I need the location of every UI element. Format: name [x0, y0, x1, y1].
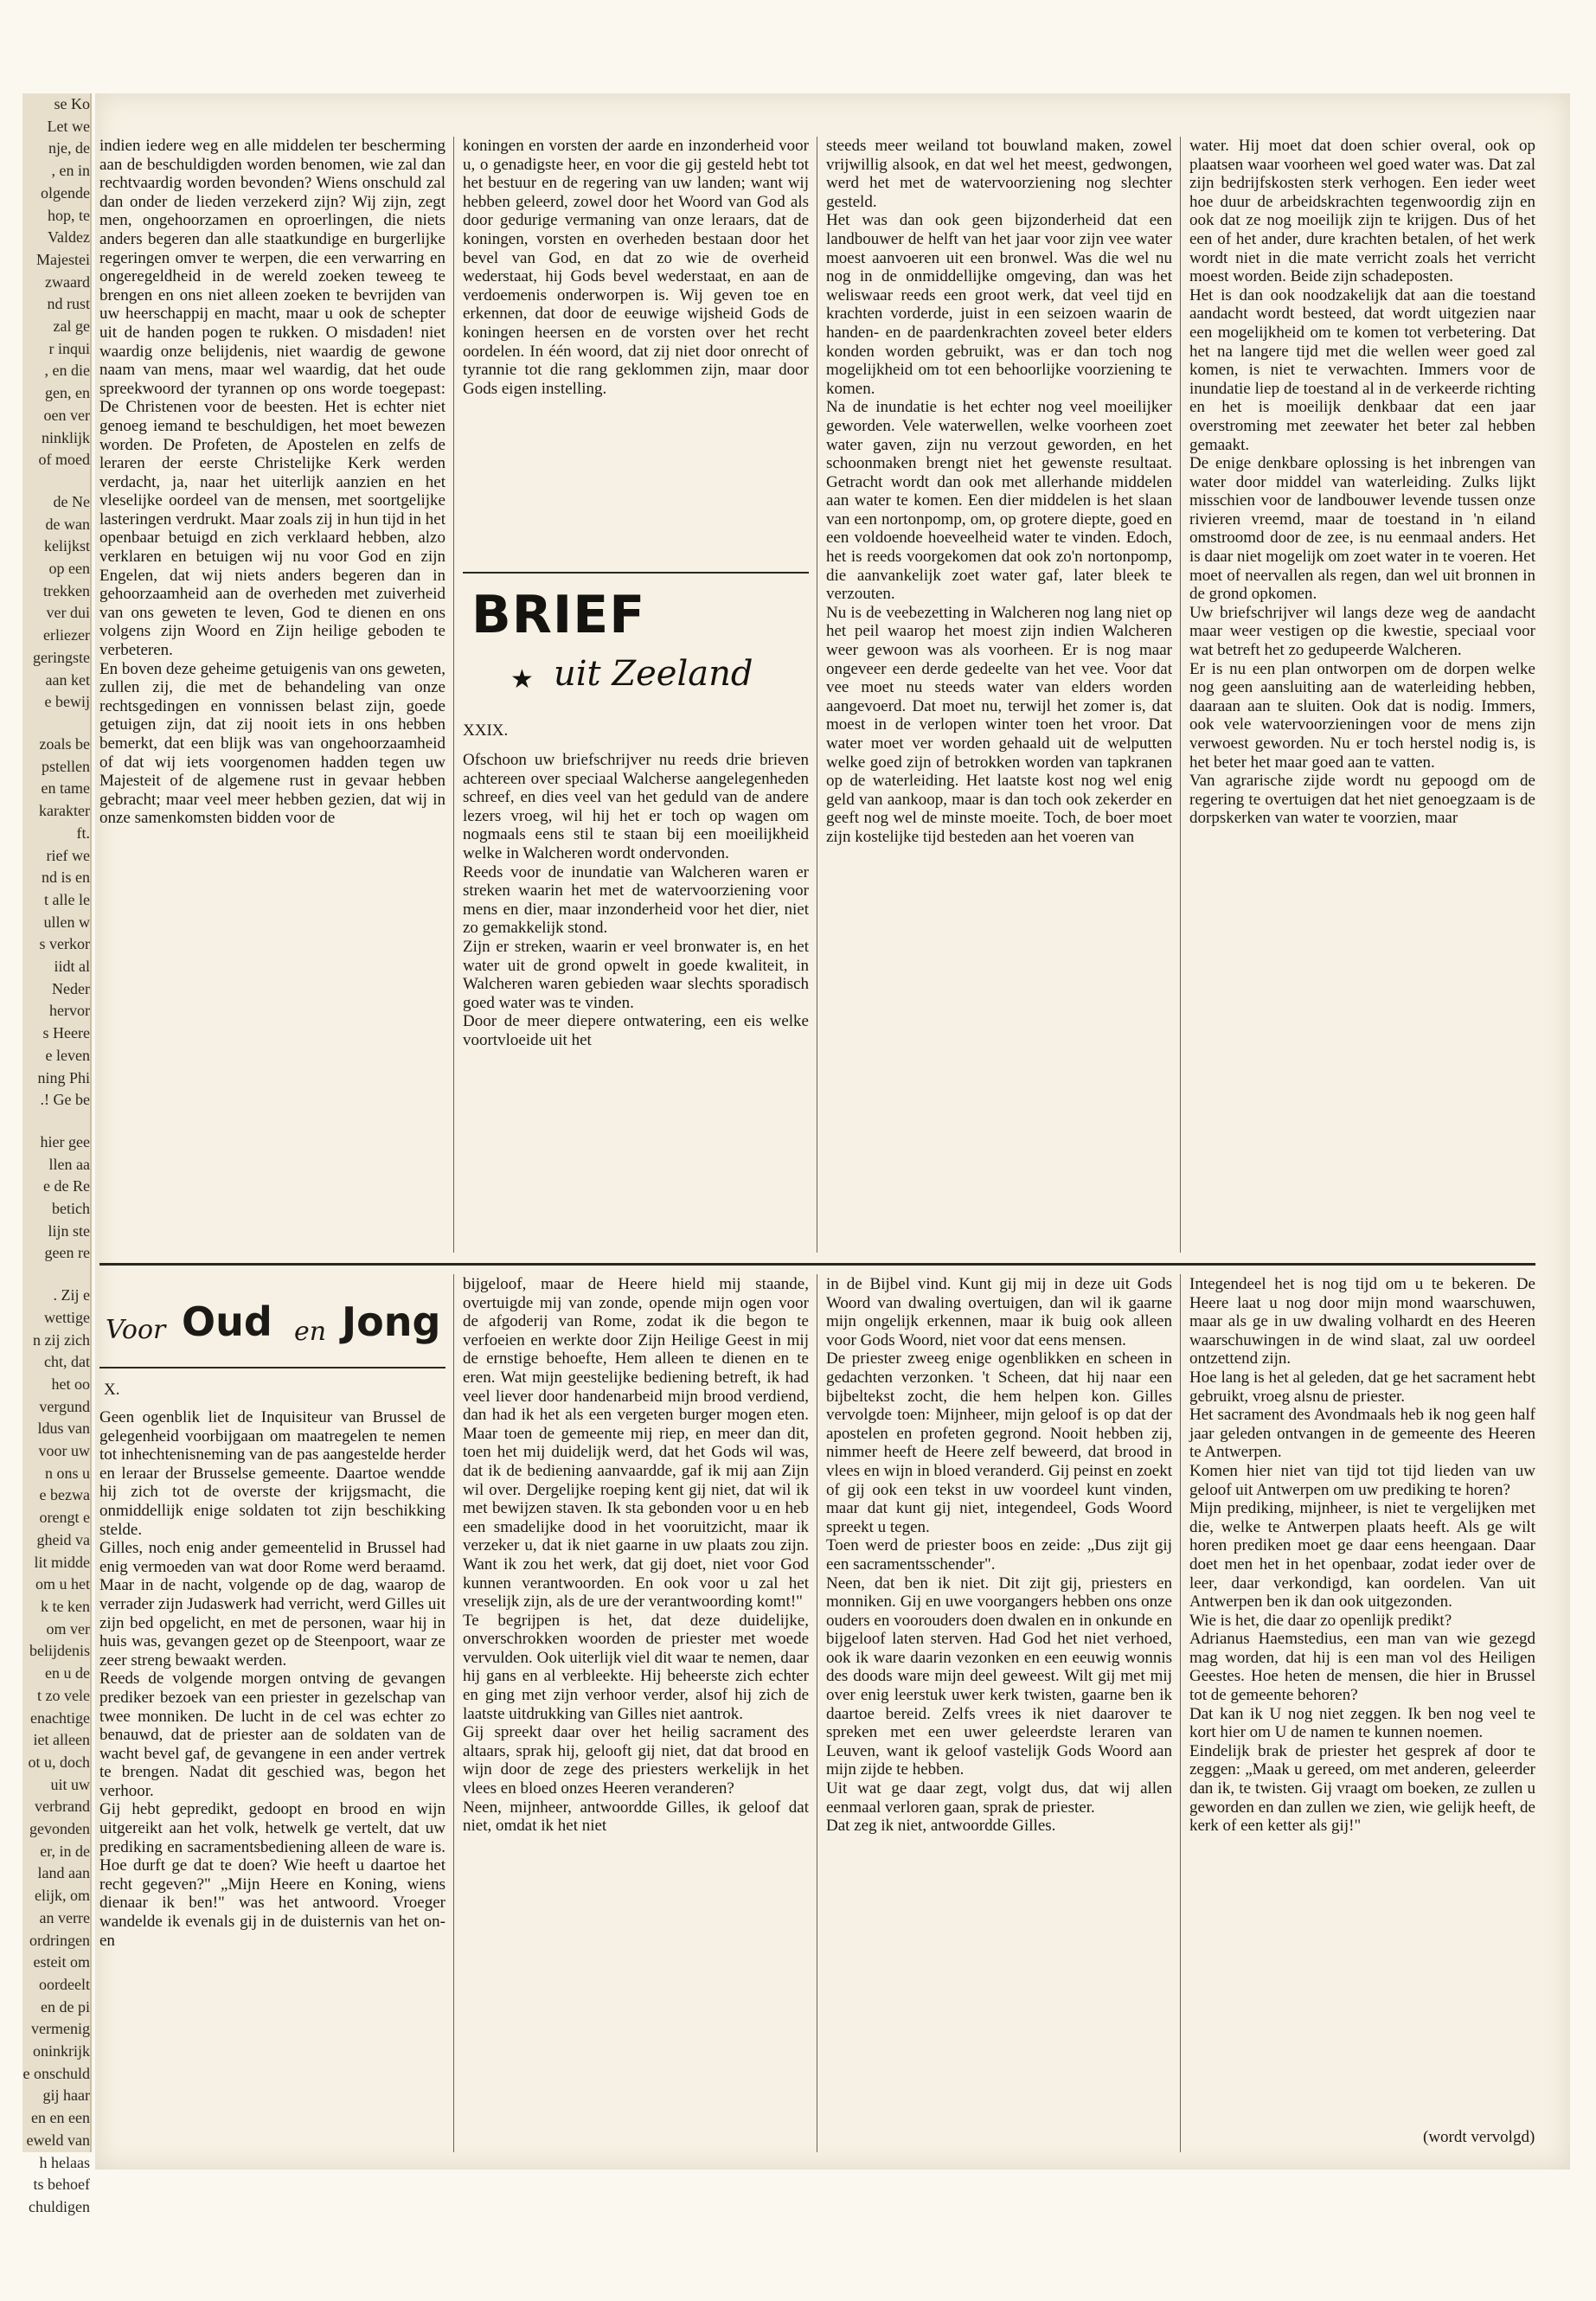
left-fragment-line: e bezwa	[39, 1486, 90, 1504]
left-fragment-line: esteit om	[33, 1953, 90, 1971]
column-divider	[1180, 137, 1181, 1253]
left-fragment-line: ldus van	[37, 1420, 90, 1438]
oj-col1-text: Geen ogenblik liet de Inquisiteur van Brussel de gelegenheid voorbijgaan om maatregelen te nemen tot inhechtenisneming van de pas aangestelde herder en leraar der Brusselse gemeente. Daartoe wendde hij zich tot de overste der krijgsmacht, die onmiddellijk enige soldaten tot zijn beschikking stelde.	[99, 1408, 445, 1539]
left-fragment-line: se Ko	[54, 95, 90, 112]
oj-col2-text: bijgeloof, maar de Heere hield mij staande, overtuigde mij van zonde, opende mijn ogen voor de afgoderij van Rome, zodat ik die begon te verfoeien en werkte door Zijn Heilige Geest in mij de ernstige behoefte, Hem alleen te dienen en te eren. Wat mijn geestelijke bediening betreft, ik had veel liever door handenarbeid mijn brood verdiend, dan had ik het als een vergeten burger mogen eten. Maar toen de gemeente mij riep, en meer dan dit, toen het mij duidelijk werd, dat het Gods wil was, dat ik de bediening aanvaardde, gaf ik mij aan Zijn wil over. Dergelijke roeping kent gij niet, dat wil ik met bewijzen staven. Ik sta gebonden voor u en heb een smadelijke dood in het vooruitzicht, maar ik verzeker u, dat ik niet gaarne in uw plaats zou zijn. Want ik zou het werk, dat gij doet, niet voor God kunnen verantwoorden. En ook voor u zal het vreselijk zijn, als de ure der verantwoording komt!"	[463, 1275, 809, 1612]
oj-col4i-text: Eindelijk brak de priester het gesprek af door te zeggen: „Maak u gereed, om met anderen, geleerder dan ik, te twisten. Gij vraagt om boeken, ze zullen u geworden en dan zullen we zien, wie gelijk heeft, de kerk of een ketter als gij!"	[1189, 1741, 1535, 1836]
left-fragment-line: e leven	[45, 1046, 90, 1064]
left-fragment-line: hier gee	[40, 1132, 90, 1150]
left-fragment-line: wettige	[44, 1308, 90, 1326]
left-fragment-line: lit midde	[34, 1553, 90, 1571]
left-fragment-line: gevonden	[29, 1820, 90, 1838]
brief-number: XXIX.	[463, 721, 509, 740]
left-fragment-line: ft.	[76, 824, 90, 842]
fragment-gap	[22, 1265, 90, 1285]
left-fragment-line: eweld van	[26, 2131, 90, 2149]
oj-col1d-text: Gij hebt gepredikt, gedoopt en brood en wijn uitgereikt aan het volk, hetwelk ge vertelt, dat uw prediking en sacramentsbediening alleen de ware is. Hoe durft ge dat te doen? Wie heeft u daartoe het recht gegeven?" „Mijn Heere en Koning, wiens dienaar ik ben!" was het antwoord. Vroeger wandelde ik evenals gij in de duisternis van het on- en	[99, 1800, 445, 1950]
oj-col3d-text: Neen, dat ben ik niet. Dit zijt gij, priesters en monniken. Gij en uwe voorgangers hebben ons onze ouders en voorouders doen dwalen en in onkunde en bijgeloof laten sterven. Had God het niet verhoed, ook ik ware daarin vezonken en een eeuwig wonnis des doods ware mijn deel geweest. Wilt gij met mij over enig leerstuk uwer kerk twisten, gaarne ben ik daartoe bereid. Zelfs vrees ik niet daarover te spreken met een uwer geleerdste leraren van Leuven, want ik geloof vastelijk Gods Woord aan mijn zijde te hebben.	[826, 1574, 1172, 1779]
left-fragment-line: e bewij	[44, 693, 90, 711]
left-fragment-line: zoals be	[39, 734, 90, 753]
left-fragment-line: gij haar	[42, 2086, 90, 2105]
column-divider	[1180, 1274, 1181, 2152]
left-fragment-line: gen, en	[45, 384, 90, 402]
brief-column-4	[1189, 137, 1535, 1253]
brief-subtitle: uit Zeeland	[554, 654, 753, 694]
left-fragment-line: de Ne	[53, 492, 90, 510]
oj-col4e-text: Mijn prediking, mijnheer, is niet te vergelijken met die, welke te Antwerpen plaats heeft. Als ge wilt horen prediken moet ge daar eens heengaan. Daar doet men het in het openbaar, zodat ieder over de leer, daar verkondigd, kan oordelen. Van uit Antwerpen ben ik dan ook uitgezonden.	[1189, 1499, 1535, 1612]
left-fragment-line: om u het	[35, 1575, 90, 1593]
left-fragment-line: Neder	[52, 979, 90, 997]
left-fragment-line: .! Ge be	[40, 1091, 90, 1109]
adjacent-page-strip	[22, 93, 92, 2215]
left-fragment-line: het oo	[51, 1375, 90, 1393]
left-fragment-line: nje, de	[48, 139, 90, 157]
brief-col3d-text: Nu is de veebezetting in Walcheren nog lang niet op het peil waarop het moest zijn indien Walcheren weer gewoon was als voorheen. Er is nog maar ongeveer een derde gedeelte van het vee. Voor dat vee moet nu steeds water van elders worden aangevoerd. Dat moet nu, terwijl het zomer is, dat moest in de verlopen winter toen het vroor. Dat water moet ver worden gehaald uit de welputten welke goed zijn of betrokken worden van tapkranen op de waterleiding. Het laatste kost nog wel enig geld van aankoop, maar is dan toch ook zekerder en geeft nog wel de minste moeite. Toch, de boer moet zijn kostelijke tijd besteden aan het voeren van	[826, 603, 1172, 846]
brief-column-2-top	[463, 137, 809, 565]
left-fragment-line: , en in	[51, 162, 90, 180]
brief-title: BRIEF	[471, 585, 646, 645]
column-divider	[453, 1274, 454, 2152]
left-fragment-line: rief we	[46, 846, 90, 864]
left-fragment-line: s verkor	[39, 935, 90, 953]
left-fragment-line: vergund	[39, 1397, 90, 1415]
oud-jong-oud: Oud	[182, 1298, 272, 1345]
fragment-gap	[22, 714, 90, 734]
left-fragment-line: n ons u	[44, 1464, 90, 1482]
left-fragment-line: kelijkst	[44, 537, 90, 555]
left-fragment-line: ts behoef	[33, 2176, 90, 2194]
left-fragment-line: pstellen	[42, 757, 90, 775]
left-fragment-line: nd rust	[47, 295, 90, 313]
left-fragment-line: Let we	[47, 117, 90, 135]
fragment-gap	[22, 471, 90, 491]
brief-col3-text: steeds meer weiland tot bouwland maken, zowel vrijwillig alsook, en dat wel het meest, gedwongen, werd het met de watervoorziening nog slechter gesteld.	[826, 137, 1172, 211]
brief-col4e-text: Er is nu een plan ontworpen om de dorpen welke nog geen aansluiting aan de waterleiding hebben, daaraan aan te sluiten. Ook dat is nodig. Immers, ook vele watervoorzieningen voor de mens zijn verwoest geworden. Nu er toch herstel nodig is, is het beter het maar goed aan te vatten.	[1189, 659, 1535, 772]
brief-col4c-text: De enige denkbare oplossing is het inbrengen van water door middel van waterleiding. Zulks lijkt misschien voor de landbouwer levende tussen onze rivieren vreemd, maar de toestand in 'n eiland omstroomd door de zee, is nu eenmaal anders. Het is daar niet mogelijk om zoet water in te voeren. Het moet of neervallen als regen, dan wel uit bronnen in de grond opkomen.	[1189, 454, 1535, 604]
left-fragment-line: geringste	[33, 648, 90, 666]
oj-col3f-text: Dat zeg ik niet, antwoordde Gilles.	[826, 1817, 1056, 1836]
brief-col4b-text: Het is dan ook noodzakelijk dat aan die toestand aandacht wordt besteed, dat wordt uitgezien naar een mogelijkheid om te komen tot verbetering. Dat het na langere tijd met die wellen weer goed zal komen, is niet te verwachten. Immers voor de inundatie liep de toestand al in de verkeerde richting en het is moeilijk denkbaar dat een jaar overstroming met zeewater het beter zal hebben gemaakt.	[1189, 285, 1535, 454]
oj-col4g-text: Adrianus Haemstedius, een man van wie gezegd mag worden, dat hij is een man vol des Heiligen Geestes. Hoe heten de mensen, die hier in Brussel tot de gemeente behoren?	[1189, 1630, 1535, 1705]
star-icon: ★	[510, 664, 534, 695]
left-fragment-line: ver dui	[46, 604, 90, 622]
left-fragment-line: oen ver	[43, 406, 90, 424]
left-fragment-line: chuldigen	[29, 2197, 90, 2215]
left-fragment-line: er, in de	[40, 1842, 90, 1860]
oj-col1c-text: Reeds de volgende morgen ontving de gevangen prediker bezoek van een priester in gezelschap van twee monniken. De lucht in de cel was echter zo benauwd, dat de priester aan de soldaten van de wacht bevel gaf, de gevangene in een ander vertrek te brengen. Nadat dit geschied was, begon het verhoor.	[99, 1670, 445, 1800]
left-fragment-line: zal ge	[53, 317, 90, 336]
oj-col4h-text: Dat kan ik U nog niet zeggen. Ik ben nog veel te kort hier om U de namen te kunnen noemen.	[1189, 1704, 1535, 1742]
left-fragment-line: de wan	[45, 515, 90, 533]
left-fragment-line: olgende	[41, 183, 90, 202]
brief-col1b-text: En boven deze geheime getuigenis van ons geweten, zullen zij, die met de behandeling van onze rechtsgedingen en vonnissen belast zijn, goede getuigen zijn, dat zij nooit iets in ons hebben bemerkt, dat een blijk was van ongehoorzaamheid of dat wij iets voorgenomen hadden tegen uw Majesteit of de algemene rust in gevaar hebben gebracht; maar veel meer hebben gezien, dat wij in onze samenkomsten bidden voor de	[99, 659, 445, 828]
left-fragment-line: Majestei	[36, 250, 90, 268]
left-fragment-line: lijn ste	[48, 1221, 90, 1240]
left-fragment-line: voor uw	[38, 1442, 90, 1460]
left-fragment-line: hervor	[49, 1002, 90, 1020]
left-fragment-line: gheid va	[36, 1530, 90, 1548]
brief-col2b-text: Ofschoon uw briefschrijver nu reeds drie brieven achtereen over speciaal Walcherse aangelegenheden schreef, en dies veel van het geduld van de andere lezers vroeg, wil hij het er toch op wagen om nogmaals eens stil te staan bij een moeilijkheid welke in Walcheren wordt ondervonden.	[463, 751, 809, 862]
fragment-gap	[22, 1112, 90, 1131]
oud-jong-column-3	[826, 1275, 1172, 2152]
left-fragment-line: e de Re	[43, 1177, 90, 1195]
brief-col2-text: koningen en vorsten der aarde en inzonderheid voor u, o genadigste heer, en voor die gij gesteld hebt tot het bestuur en de regering van uw landen; want wij hebben geleerd, zowel door het Woord van God als door gedurige vermaning van onze leraars, dat de koningen, vorsten en overheden bestaan door het bevel van God, en dat zo wie de overheid wederstaat, hij Gods bevel wederstaat, en aan de verdoemenis onderworpen is. Wij geven toe en erkennen, dat door de eeuwige wijsheid Gods de koningen heersen en de vorsten over het recht oordelen. In één woord, dat zij niet door onrecht of tyrannie tot die rang geklommen zijn, maar door Gods eigen instelling.	[463, 137, 809, 398]
left-fragment-line: en tame	[41, 779, 90, 798]
oj-col2b-text: Te begrijpen is het, dat deze duidelijke, onverschrokken woorden de priester met woede vervulden. Ook uiterlijk viel dit waar te nemen, daar hij gans en al verbleekte. Hij beheerste zich echter en ging met zijn verhoor verder, alsof hij zich de laatste uitdrukking van Gilles niet aantrok.	[463, 1611, 809, 1723]
left-fragment-line: en en een	[31, 2109, 90, 2127]
left-fragment-line: karakter	[39, 802, 90, 820]
left-fragment-line: op een	[48, 560, 90, 578]
left-fragment-line: elijk, om	[35, 1887, 90, 1905]
oj-col2d-text: Neen, mijnheer, antwoordde Gilles, ik geloof dat niet, omdat ik het niet	[463, 1798, 809, 1836]
left-fragment-line: en u de	[45, 1664, 90, 1682]
left-fragment-line: nd is en	[42, 868, 90, 887]
oud-jong-column-4	[1189, 1275, 1535, 2123]
left-fragment-line: . Zij e	[53, 1286, 90, 1304]
left-fragment-line: orengt e	[39, 1509, 90, 1527]
column-divider	[453, 137, 454, 1253]
oj-col4-text: Integendeel het is nog tijd om u te bekeren. De Heere laat u nog door mijn mond waarschuwen, maar als ge in uw dwaling volhardt en des Heeren waarschuwingen in de wind slaat, zal uw oordeel ontzettend zijn.	[1189, 1275, 1535, 1368]
left-fragment-line: uit uw	[50, 1775, 90, 1793]
left-fragment-line: hop, te	[48, 206, 90, 224]
left-fragment-line: enachtige	[30, 1708, 90, 1727]
left-fragment-line: oordeelt	[39, 1975, 90, 1993]
oj-col2c-text: Gij spreekt daar over het heilig sacrament des altaars, sprak hij, gelooft gij niet, dat dat brood en wijn door de zege des priesters werkelijk in het vlees en bloed onzes Heeren veranderen?	[463, 1723, 809, 1798]
oj-col3e-text: Uit wat ge daar zegt, volgt dus, dat wij allen eenmaal verloren gaan, sprak de priester.	[826, 1779, 1172, 1817]
oj-col4c-text: Het sacrament des Avondmaals heb ik nog geen half jaar geleden ontvangen in de gemeente des Heeren te Antwerpen.	[1189, 1406, 1535, 1462]
left-fragment-line: iet alleen	[33, 1731, 90, 1749]
left-fragment-line: vermenig	[31, 2020, 90, 2038]
left-fragment-line: h helaas	[39, 2153, 90, 2171]
left-fragment-line: iidt al	[54, 958, 90, 976]
oj-col4f-text: Wie is het, die daar zo openlijk predikt?	[1189, 1611, 1452, 1630]
left-fragment-line: Valdez	[48, 228, 90, 247]
brief-col4-text: water. Hij moet dat doen schier overal, ook op plaatsen waar voorheen wel goed water was. Dat zal zijn bedrijfskosten sterk verhogen. Een ieder weet hoe duur de arbeidskrachten tegenwoordig zijn en ook dat ze nog moeilijk zijn te krijgen. Dus of het een of het ander, dure krachten betalen, of het werk wordt niet in die mate verricht zoals het verricht moest worden. Beide zijn schadeposten.	[1189, 137, 1535, 286]
newspaper-page	[95, 93, 1570, 2170]
left-fragment-line: betich	[52, 1200, 90, 1218]
brief-col3c-text: Na de inundatie is het echter nog veel moeilijker geworden. Vele waterwellen, welke voorheen zoet water gaven, zijn nu verzout geworden, en het schoonmaken brengt niet het gewenste resultaat. Getracht wordt dan ook met allerhande middelen aan water te komen. Een dier middelen is het slaan van een nortonpomp, om, op grotere diepte, goed en een voldoende hoeveelheid water te vinden. Edoch, het is reeds voorgekomen dat ook zo'n nortonpomp, die aanvankelijk zoet water gaf, later bleek te verzouten.	[826, 398, 1172, 604]
brief-col4f-text: Van agrarische zijde wordt nu gepoogd om de regering te overtuigen dat het niet genoegzaam is de dorpskerken van water te voorzien, maar	[1189, 772, 1535, 828]
left-fragment-line: belijdenis	[29, 1642, 90, 1660]
left-fragment-line: n zij zich	[33, 1330, 90, 1349]
brief-col2c-text: Reeds voor de inundatie van Walcheren waren er streken waarin het met de watervoorziening voor mens en dier, maar inzonderheid voor het dier, niet zo gemakkelijk stond.	[463, 862, 809, 938]
oud-jong-column-1	[99, 1408, 445, 2152]
brief-column-1	[99, 137, 445, 1253]
oud-jong-en: en	[294, 1317, 327, 1347]
left-fragment-line: erliezer	[43, 626, 90, 644]
left-fragment-line: ot u, doch	[28, 1753, 90, 1771]
left-fragment-line: zwaard	[45, 272, 90, 291]
left-fragment-line: , en die	[44, 362, 90, 380]
left-fragment-line: ordringen	[29, 1931, 90, 1949]
oj-col1b-text: Gilles, noch enig ander gemeentelid in Brussel had enig vermoeden van wat door Rome werd beraamd. Maar in de nacht, volgende op de dag, waarop de verrader zijn Judaswerk had verricht, werd Gilles uit zijn bed opgelicht, en met de personen, waar hij in huis was, gevangen gezet op de Steenpoort, waar ze zeer streng bewaakt werden.	[99, 1539, 445, 1670]
brief-col2d-text: Zijn er streken, waarin er veel bronwater is, en het water uit de grond opwelt in goede kwaliteit, in Walcheren waren gebieden waar slechts sporadisch goed water was te vinden.	[463, 937, 809, 1012]
left-fragment-line: ninklijk	[41, 428, 90, 446]
left-fragment-line: om ver	[46, 1619, 90, 1638]
left-fragment-line: s Heere	[42, 1024, 90, 1042]
section-divider	[99, 1263, 1535, 1266]
left-fragment-line: e onschuld	[22, 2064, 90, 2082]
continued-note: (wordt vervolgd)	[1423, 2128, 1535, 2146]
left-fragment-line: of moed	[38, 451, 90, 469]
oj-col4d-text: Komen hier niet van tijd tot tijd lieden van uw geloof uit Antwerpen om uw prediking te horen?	[1189, 1461, 1535, 1499]
oud-jong-voor: Voor	[106, 1315, 166, 1345]
left-fragment-line: t zo vele	[37, 1686, 90, 1704]
left-fragment-line: en de pi	[41, 1997, 90, 2016]
left-fragment-line: land aan	[37, 1864, 90, 1882]
brief-col3b-text: Het was dan ook geen bijzonderheid dat een landbouwer de helft van het jaar voor zijn vee water moest aanvoeren uit een bronwel. Was die wel nu nog in de onmiddellijke omgeving, dan was het weliswaar reeds een groot werk, dat veel tijd en krachten vorderde, juist in een seizoen waarin de handen- en de paardenkrachten zoveel beter elders konden worden gebruikt, was er dan toch nog mogelijkheid om tot een behoorlijke voorziening te komen.	[826, 211, 1172, 398]
brief-col4d-text: Uw briefschrijver wil langs deze weg de aandacht maar weer vestigen op die kwestie, speciaal voor wat betreft het zo gedupeerde Walcheren.	[1189, 603, 1535, 660]
brief-col1-text: indien iedere weg en alle middelen ter bescherming aan de beschuldigden worden benomen, wie zal dan rechtvaardig worden bevonden? Wiens onschuld zal dan onder de lieden verzekerd zijn? Wij zijn, zegt men, ongehoorzamen en oproerlingen, die niets anders begeren dan alle staatkundige en burgerlijke regeringen omver te werpen, die een verwarring en ongeregeldheid in de wereld zoeken teweeg te brengen en ons niet alleen zoeken te bevrijden van uw heerschappij en macht, maar u ook de schepter uit de handen pogen te rukken. O misdaden! niet waardig onze belijdenis, niet waardig de gewone naam van mens, maar wel waardig, dat het oude spreekwoord der tyrannen op ons worde toegepast: De Christenen voor de beesten. Het is echter niet genoeg iemand te beschuldigen, het moet bewezen worden. De Profeten, de Apostelen en zelfs de leraren der eerste Christelijke Kerk werden verdacht, ja, naar het uiterlijk aanzien en het vleselijke oordeel van de mensen, met soortgelijke lasteringen verdrukt. Maar zoals zij in hun tijd in het openbaar betuigd en zich verklaard hebben, alzo verklaren en betuigen wij nu voor God en zijn Engelen, dat wij niets anders begeren dan in gehoorzaamheid aan de overheden met zuiverheid van ons geweten te leven, God te dienen en ons volgens zijn Woord en Zijn heilige geboden te verbeteren.	[99, 137, 445, 660]
oj-col4b-text: Hoe lang is het al geleden, dat ge het sacrament hebt gebruikt, vroeg alsnu de priester.	[1189, 1368, 1535, 1406]
left-fragment-line: aan ket	[45, 670, 90, 689]
left-fragment-line: r inqui	[48, 339, 90, 357]
left-fragment-line: llen aa	[48, 1155, 90, 1173]
left-fragment-line: verbrand	[35, 1798, 90, 1816]
oud-jong-column-2	[463, 1275, 809, 2152]
left-fragment-line: ullen w	[43, 913, 90, 931]
left-fragment-line: cht, dat	[44, 1353, 90, 1371]
left-fragment-line: an verre	[39, 1908, 90, 1926]
oj-col3c-text: Toen werd de priester boos en zeide: „Dus zijt gij een sacramentsschender".	[826, 1536, 1172, 1574]
brief-column-3	[826, 137, 1172, 1253]
oj-col3b-text: De priester zweeg enige ogenblikken en scheen in gedachten verzonken. 't Scheen, dat hij naar een bijbeltekst zocht, die hem helpen kon. Gilles vervolgde toen: Mijnheer, mijn geloof is op dat der apostelen en profeten gegrond. Nooit hebben zij, nimmer heeft de Heere zelf beweerd, dat brood in vlees en wijn in bloed veranderd. Gij peinst en zoekt of gij ook een tekst in uw voordeel kunt vinden, maar dat kunt gij niet, integendeel, Gods Woord spreekt u tegen.	[826, 1349, 1172, 1536]
brief-column-2-body	[463, 751, 809, 1253]
left-fragment-line: oninkrijk	[33, 2042, 90, 2061]
left-fragment-line: t alle le	[44, 890, 90, 908]
left-fragment-line: geen re	[44, 1244, 90, 1262]
brief-header-rule	[463, 572, 809, 574]
left-fragment-line: ning Phi	[37, 1068, 90, 1086]
oj-col3-text: in de Bijbel vind. Kunt gij mij in deze uit Gods Woord van dwaling overtuigen, dan wil ik gaarne mijn ongelijk erkennen, maar ik buig ook alleen voor Gods Woord, niet voor dat eens mensen.	[826, 1275, 1172, 1349]
oud-jong-jong: Jong	[342, 1298, 441, 1345]
oud-jong-number: X.	[104, 1381, 120, 1399]
oud-jong-header-rule	[99, 1367, 445, 1368]
left-fragment-line: k te ken	[41, 1598, 90, 1615]
left-fragment-line: trekken	[43, 581, 90, 599]
brief-col2e-text: Door de meer diepere ontwatering, een eis welke voortvloeide uit het	[463, 1012, 809, 1049]
